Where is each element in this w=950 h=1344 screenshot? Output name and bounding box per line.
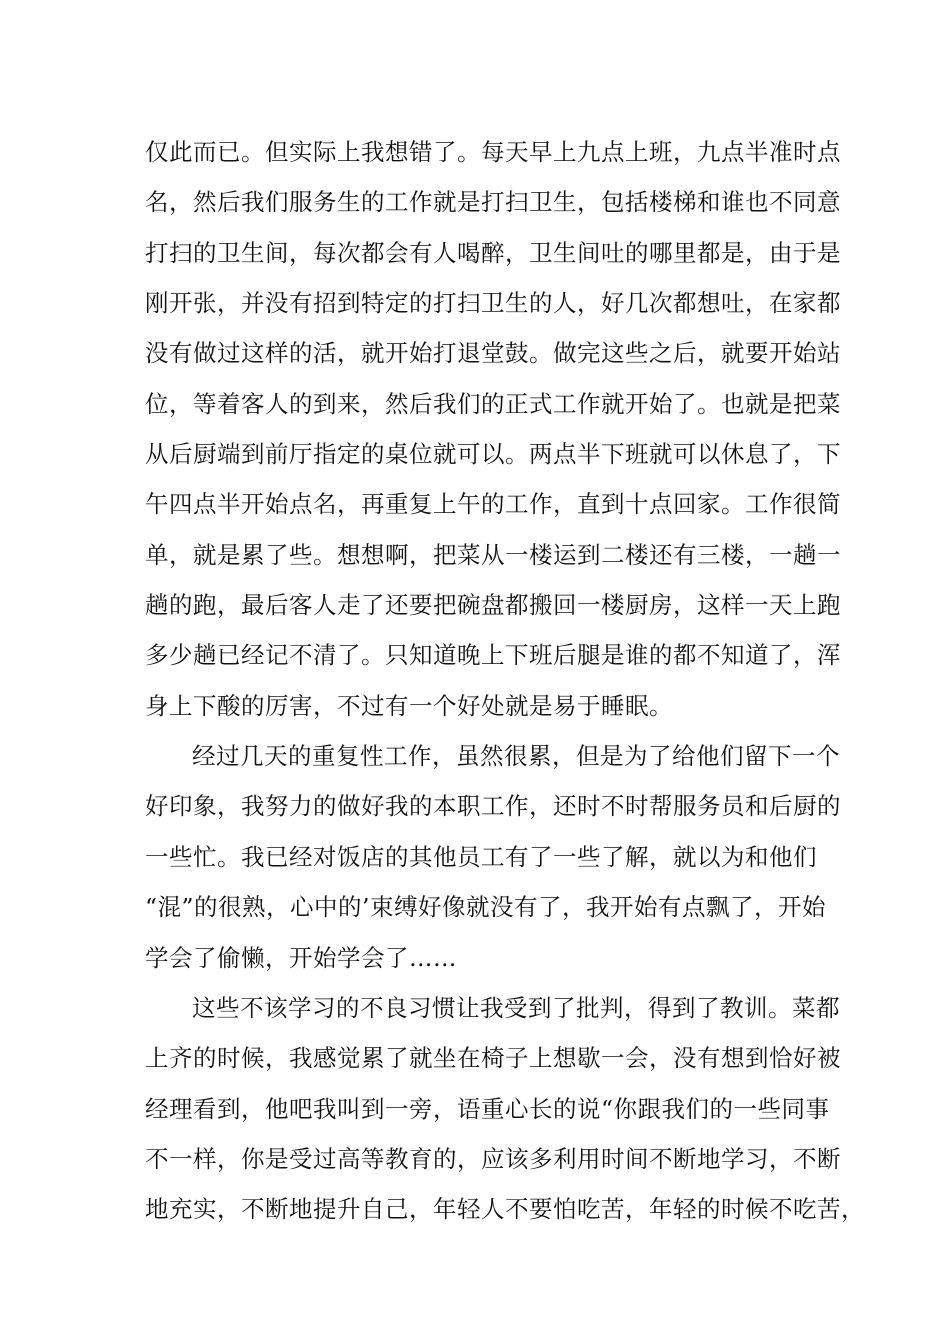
text-line: 打扫的卫生间，每次都会有人喝醉，卫生间吐的哪里都是，由于是 [145,238,841,267]
paragraph-2 [145,731,841,983]
text-line: 好印象，我努力的做好我的本职工作，还时不时帮服务员和后厨的 [145,792,841,821]
text-line: 上齐的时候，我感觉累了就坐在椅子上想歇一会，没有想到恰好被 [145,1044,841,1073]
text-line: 名，然后我们服务生的工作就是打扫卫生，包括楼梯和谁也不同意 [145,188,841,217]
text-line: 单，就是累了些。想想啊，把菜从一楼运到二楼还有三楼，一趟一 [145,540,841,569]
text-line: 位，等着客人的到来，然后我们的正式工作就开始了。也就是把菜 [145,389,841,418]
text-line: 趟的跑，最后客人走了还要把碗盘都搬回一楼厨房，这样一天上跑 [145,591,841,620]
text-line: 午四点半开始点名，再重复上午的工作，直到十点回家。工作很简 [145,490,841,519]
text-line: 身上下酸的厉害，不过有一个好处就是易于睡眠。 [145,691,673,720]
text-line: 多少趟已经记不清了。只知道晚上下班后腿是谁的都不知道了，浑 [145,641,841,670]
text-line: 从后厨端到前厅指定的桌位就可以。两点半下班就可以休息了，下 [145,440,841,469]
text-line: “混”的很熟，心中的’束缚好像就没有了，我开始有点飘了，开始 [145,893,826,922]
text-line: 经过几天的重复性工作，虽然很累，但是为了给他们留下一个 [192,742,840,771]
text-line: 仅此而已。但实际上我想错了。每天早上九点上班，九点半准时点 [145,138,841,166]
text-line: 刚开张，并没有招到特定的打扫卫生的人，好几次都想吐，在家都 [145,289,841,318]
text-line: 学会了偷懒，开始学会了…… [145,943,457,972]
text-line: 地充实，不断地提升自己，年轻人不要怕吃苦，年轻的时候不吃苦， [145,1195,865,1224]
body-text [145,127,865,1235]
text-line: 一些忙。我已经对饭店的其他员工有了一些了解，就以为和他们 [145,842,817,871]
text-line: 没有做过这样的活，就开始打退堂鼓。做完这些之后，就要开始站 [145,339,841,368]
paragraph-3 [145,983,865,1235]
text-line: 不一样，你是受过高等教育的，应该多利用时间不断地学习，不断 [145,1144,841,1173]
paragraph-1 [145,127,841,731]
text-line: 这些不该学习的不良习惯让我受到了批判，得到了教训。菜都 [192,993,840,1022]
text-line: 经理看到，他吧我叫到一旁，语重心长的说“你跟我们的一些同事 [145,1094,830,1123]
